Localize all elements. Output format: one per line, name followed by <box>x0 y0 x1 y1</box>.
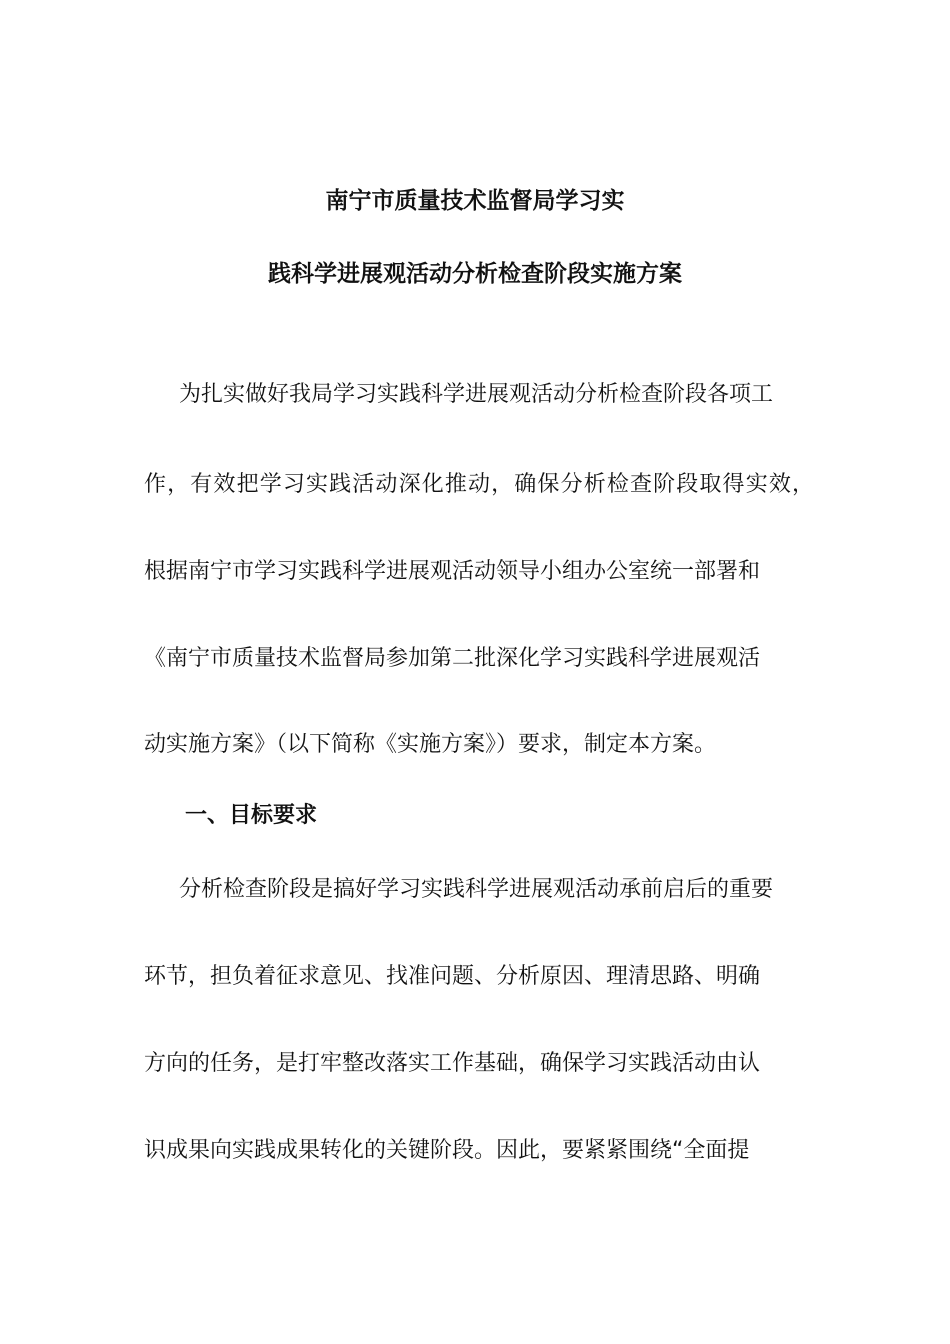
document-title-line-1: 南宁市质量技术监督局学习实 <box>325 188 625 214</box>
paragraph-1-line-5: 动实施方案》（以下简称《实施方案》）要求，制定本方案。 <box>144 732 717 757</box>
paragraph-1-line-2: 作，有效把学习实践活动深化推动，确保分析检查阶段取得实效， <box>144 472 814 497</box>
paragraph-2-line-1: 分析检查阶段是搞好学习实践科学进展观活动承前启后的重要 <box>179 877 774 902</box>
paragraph-1-line-1: 为扎实做好我局学习实践科学进展观活动分析检查阶段各项工 <box>179 382 774 407</box>
paragraph-2-line-3: 方向的任务，是打牢整改落实工作基础，确保学习实践活动由认 <box>144 1051 761 1076</box>
paragraph-1-line-4: 《南宁市质量技术监督局参加第二批深化学习实践科学进展观活 <box>144 646 761 671</box>
paragraph-2-line-4: 识成果向实践成果转化的关键阶段。因此，要紧紧围绕“全面提 <box>144 1138 750 1163</box>
section-1-heading: 一、目标要求 <box>185 803 318 828</box>
document-title-line-2: 践科学进展观活动分析检查阶段实施方案 <box>268 261 682 287</box>
paragraph-1-line-3: 根据南宁市学习实践科学进展观活动领导小组办公室统一部署和 <box>144 559 761 584</box>
paragraph-2-line-2: 环节，担负着征求意见、找准问题、分析原因、理清思路、明确 <box>144 964 761 989</box>
